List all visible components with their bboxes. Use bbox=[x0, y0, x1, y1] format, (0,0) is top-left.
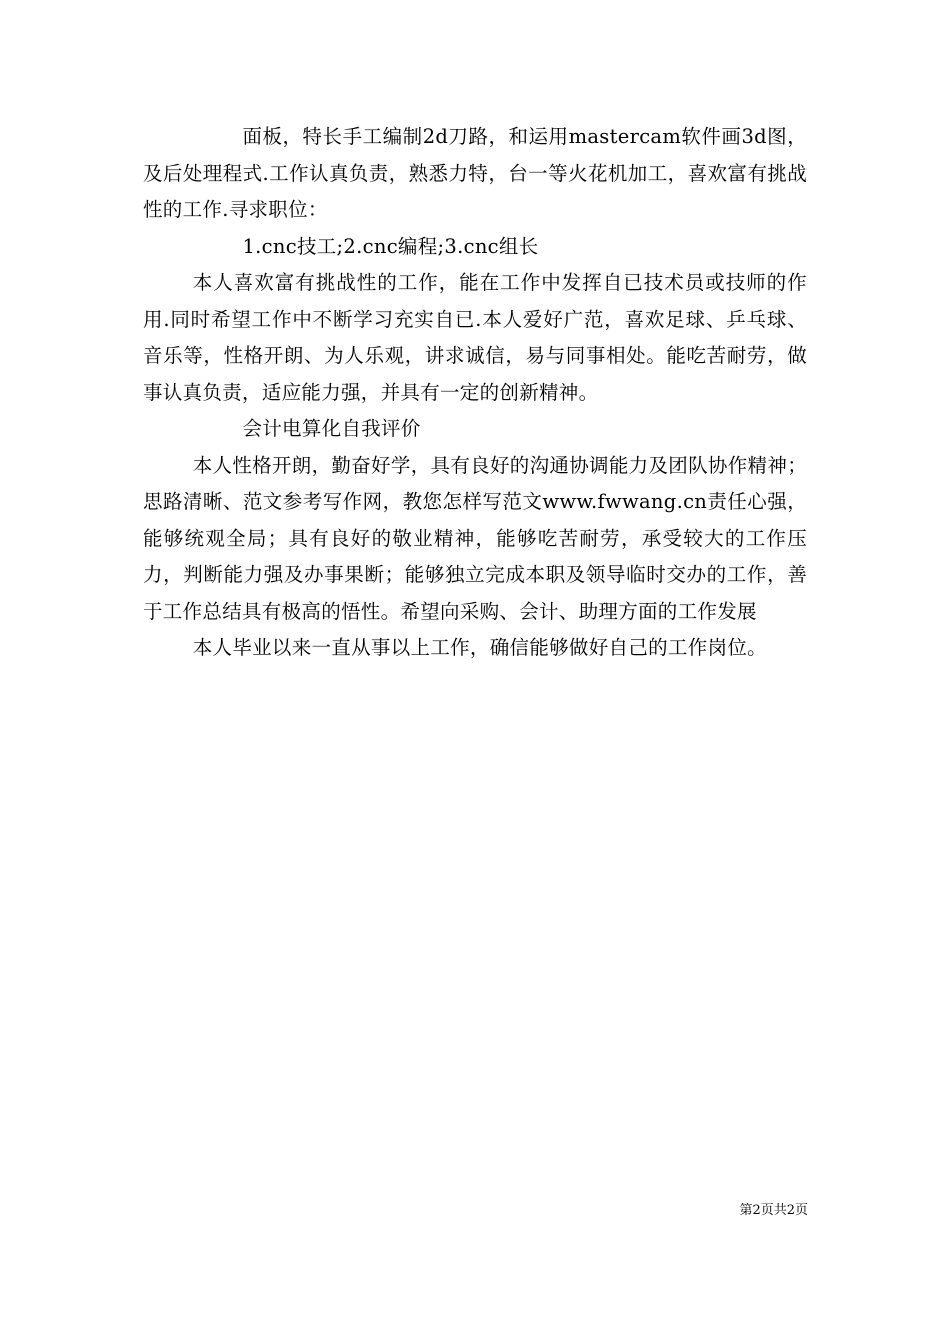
paragraph-job-targets: 1.cnc技工;2.cnc编程;3.cnc组长 bbox=[242, 234, 539, 258]
paragraph-skills: 面板，特长手工编制2d刀路，和运用mastercam软件画3d图，及后处理程式.工作认真负责，熟悉力特，台一等火花机加工，喜欢富有挑战性的工作.寻求职位： bbox=[143, 125, 807, 221]
paragraph-self-intro: 本人喜欢富有挑战性的工作，能在工作中发挥自已技术员或技师的作用.同时希望工作中不断学习充实自已.本人爱好广范，喜欢足球、乒乓球、音乐等，性格开朗、为人乐观，讲求诚信，易与同事相处。能吃苦耐劳，做事认真负责，适应能力强，并具有一定的创新精神。 bbox=[143, 271, 807, 404]
page-number: 第2页共2页 bbox=[739, 1203, 808, 1218]
document-body bbox=[143, 119, 807, 667]
section-heading: 会计电算化自我评价 bbox=[242, 417, 421, 440]
paragraph-self-evaluation: 本人性格开朗，勤奋好学，具有良好的沟通协调能力及团队协作精神；思路清晰、范文参考写作网，教您怎样写范文www.fwwang.cn责任心强，能够统观全局；具有良好的敬业精神，能够吃苦耐劳，承受较大的工作压力，判断能力强及办事果断；能够独立完成本职及领导临时交办的工作，善于工作总结具有极高的悟性。希望向采购、会计、助理方面的工作发展 bbox=[143, 453, 807, 623]
paragraph-closing: 本人毕业以来一直从事以上工作，确信能够做好自己的工作岗位。 bbox=[192, 636, 767, 659]
